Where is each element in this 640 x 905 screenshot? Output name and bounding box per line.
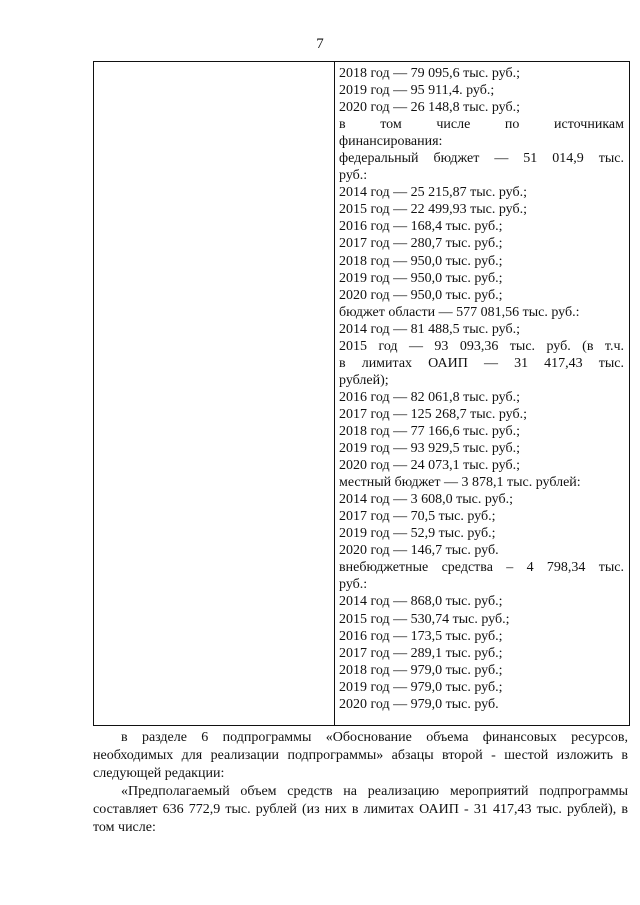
table-left-cell [94, 62, 335, 725]
financing-table [93, 61, 630, 726]
table-right-cell [335, 62, 629, 725]
financing-line: 2015 год — 93 093,36 тыс. руб. (в т.ч. [339, 338, 624, 354]
financing-line: внебюджетные средства – 4 798,34 тыс. [339, 560, 624, 576]
financing-line: 2018 год — 979,0 тыс. руб.; [339, 662, 503, 678]
financing-line: 2014 год — 25 215,87 тыс. руб.; [339, 185, 527, 201]
financing-line: 2018 год — 79 095,6 тыс. руб.; [339, 66, 520, 81]
page-number: 7 [316, 36, 324, 52]
financing-line: 2017 год — 70,5 тыс. руб.; [339, 509, 496, 525]
financing-line: 2018 год — 77 166,6 тыс. руб.; [339, 423, 520, 439]
financing-line: финансирования: [339, 134, 443, 150]
financing-line: местный бюджет — 3 878,1 тыс. рублей: [339, 475, 581, 491]
financing-line: в том числе по источникам [339, 117, 624, 133]
financing-line: 2019 год — 93 929,5 тыс. руб.; [339, 441, 520, 457]
financing-line: 2014 год — 868,0 тыс. руб.; [339, 594, 503, 610]
financing-line: 2014 год — 81 488,5 тыс. руб.; [339, 321, 520, 337]
financing-line: руб.: [339, 168, 368, 184]
financing-line: 2019 год — 979,0 тыс. руб.; [339, 679, 503, 695]
financing-line: 2020 год — 979,0 тыс. руб. [339, 696, 499, 712]
financing-line: 2017 год — 289,1 тыс. руб.; [339, 645, 503, 661]
funding-volume-paragraph: «Предполагаемый объем средств на реализацию мероприятий подпрограммы составляет 636 772,9 тыс. рублей (из них в лимитах ОАИП - 31 417,43 тыс. рублей), в том числе: [93, 784, 628, 835]
financing-line: 2017 год — 280,7 тыс. руб.; [339, 236, 503, 252]
financing-line: 2014 год — 3 608,0 тыс. руб.; [339, 492, 513, 508]
financing-line: руб.: [339, 577, 368, 593]
financing-line: 2017 год — 125 268,7 тыс. руб.; [339, 406, 527, 422]
financing-line: 2016 год — 168,4 тыс. руб.; [339, 219, 503, 235]
financing-line: в лимитах ОАИП — 31 417,43 тыс. [339, 355, 624, 371]
financing-line: 2019 год — 95 911,4. руб.; [339, 83, 495, 99]
financing-line: бюджет области — 577 081,56 тыс. руб.: [339, 304, 580, 320]
financing-line: 2016 год — 82 061,8 тыс. руб.; [339, 389, 520, 405]
financing-line: 2020 год — 146,7 тыс. руб. [339, 543, 499, 559]
body-text [93, 729, 628, 837]
financing-line: 2015 год — 530,74 тыс. руб.; [339, 611, 510, 627]
financing-line: федеральный бюджет — 51 014,9 тыс. [339, 151, 624, 167]
financing-line: рублей); [339, 372, 389, 388]
section-6-paragraph: в разделе 6 подпрограммы «Обоснование объема финансовых ресурсов, необходимых для реализации подпрограммы» абзацы второй - шестой изложить в следующей редакции: [93, 730, 628, 781]
financing-line: 2019 год — 950,0 тыс. руб.; [339, 270, 503, 286]
financing-line: 2020 год — 950,0 тыс. руб.; [339, 287, 503, 303]
financing-line: 2019 год — 52,9 тыс. руб.; [339, 526, 496, 542]
financing-line: 2015 год — 22 499,93 тыс. руб.; [339, 202, 527, 218]
financing-line: 2020 год — 24 073,1 тыс. руб.; [339, 458, 520, 474]
financing-line: 2016 год — 173,5 тыс. руб.; [339, 628, 503, 644]
financing-line: 2020 год — 26 148,8 тыс. руб.; [339, 100, 520, 116]
financing-line: 2018 год — 950,0 тыс. руб.; [339, 253, 503, 269]
